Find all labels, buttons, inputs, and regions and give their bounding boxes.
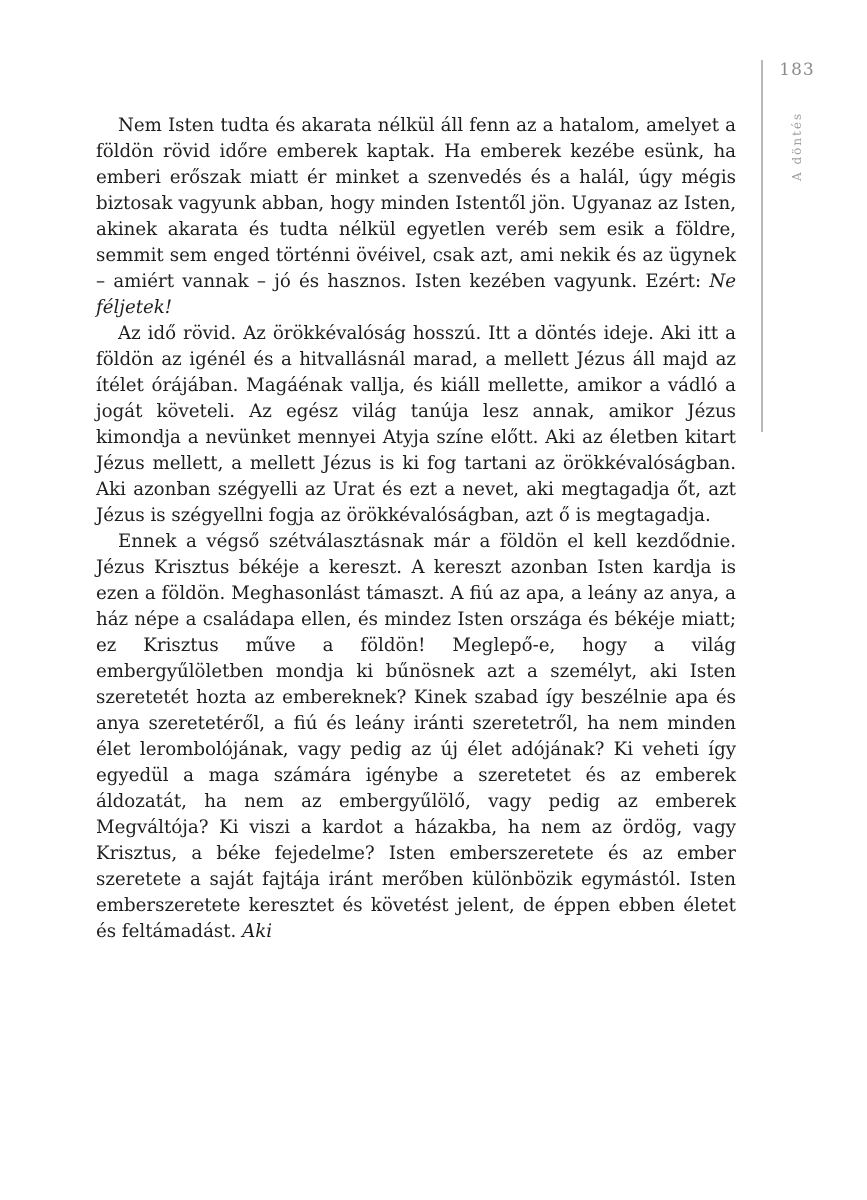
- paragraph-2-text: Az idő rövid. Az örökkévalóság hosszú. Itt a döntés ideje. Aki itt a földön az igénél és a hitvallásnál marad, a mellett Jézus áll majd az ítélet órájában. Magáénak vallja, és kiáll mellette, amikor a vádló a jogát követeli. Az egész világ tanúja lesz annak, amikor Jézus kimondja a nevünket mennyei Atyja színe előtt. Aki az életben kitart Jézus mellett, a mellett Jézus is ki fog tartani az örökkévalóságban. Aki azonban szégyelli az Urat és ezt a nevet, aki megtagadja őt, azt Jézus is szégyellni fogja az örökkévalóságban, azt ő is megtagadja.: [96, 323, 736, 526]
- paragraph-1-text: Nem Isten tudta és akarata nélkül áll fenn az a hatalom, amelyet a földön rövid időre emberek kaptak. Ha emberek kezébe esünk, ha emberi erőszak miatt ér minket a szenvedés és a halál, úgy mégis biztosak vagyunk abban, hogy minden Istentől jön. Ugyanaz az Isten, akinek akarata és tudta nélkül egyetlen veréb sem esik a földre, semmit sem enged történni övéivel, csak azt, ami nekik és az ügynek – amiért vannak – jó és hasznos. Isten kezében vagyunk. Ezért:: [96, 115, 736, 292]
- paragraph-3-text: Ennek a végső szétválasztásnak már a földön el kell kezdődnie. Jézus Krisztus békéje a kereszt. A kereszt azonban Isten kardja is ezen a földön. Meghasonlást támaszt. A fiú az apa, a leány az anya, a ház népe a családapa ellen, és mindez Isten országa és békéje miatt; ez Krisztus műve a földön! Meglepő-e, hogy a világ embergyűlöletben mondja ki bűnösnek azt a személyt, aki Isten szeretetét hozta az embereknek? Kinek szabad így beszélnie apa és anya szeretetéről, a fiú és leány iránti szeretetről, ha nem minden élet lerombolójának, vagy pedig az új élet adójának? Ki veheti így egyedül a maga számára igénybe a szeretetet és az emberek áldozatát, ha nem az embergyűlölő, vagy pedig az emberek Megváltója? Ki viszi a kardot a házakba, ha nem az ördög, vagy Krisztus, a béke fejedelme? Isten emberszeretete és az ember szeretete a saját fajtája iránt merőben különbözik egymástól. Isten emberszeretete keresztet és követést jelent, de éppen ebben életet és feltámadást.: [96, 531, 736, 942]
- page-number: 183: [779, 60, 815, 80]
- paragraph-3-emphasis: Aki: [242, 921, 273, 942]
- paragraph-1: [96, 113, 736, 321]
- margin-rule: [761, 60, 763, 432]
- running-head: A döntés: [790, 112, 804, 182]
- body-text: [96, 113, 736, 945]
- paragraph-3: [96, 529, 736, 945]
- paragraph-2: [96, 321, 736, 529]
- paragraph-1-emphasis: Ne féljetek!: [96, 271, 736, 318]
